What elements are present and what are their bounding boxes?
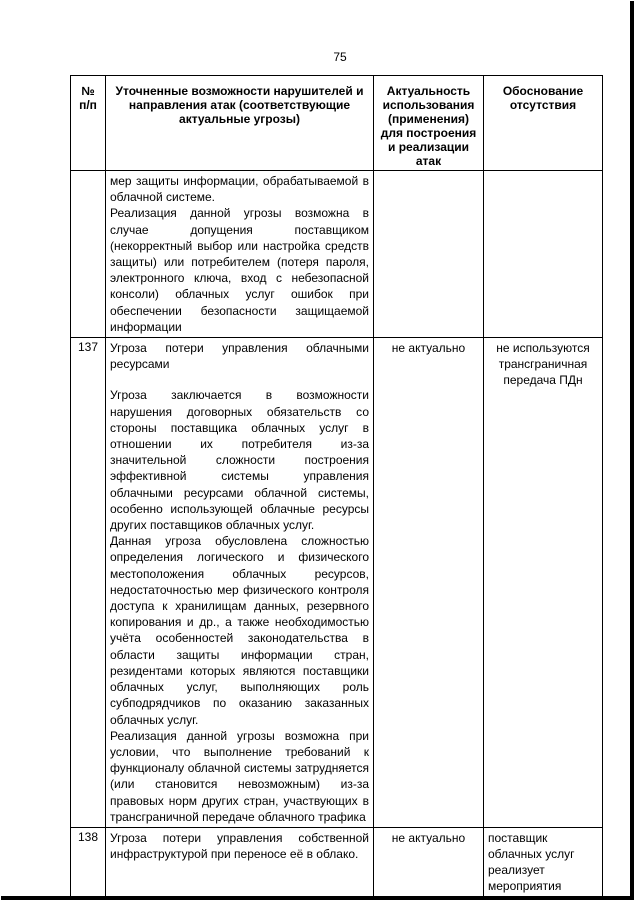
row-num: 138 [71, 827, 106, 896]
threats-table [70, 75, 603, 897]
row-justification: не используются трансграничная передача ПДн [484, 338, 603, 828]
table-header-row [71, 76, 603, 171]
row-justification: поставщик облачных услуг реализует мероприятия [484, 827, 603, 896]
desc-paragraph: Данная угроза обусловлена сложностью определения логического и физического местоположения облачных ресурсов, недостаточностью мер физического контроля доступа к хранилищам данных, резервного копирования и др., а также необходимостью учёта особенностей законодательства в области защиты информации стран, резидентами которых являются поставщики облачных услуг, выполняющих роль субподрядчиков по оказанию заказанных облачных услуг. [110, 534, 369, 727]
desc-title: Угроза потери управления собственной инфраструктурой при переносе её в облако. [110, 830, 369, 862]
header-num: № п/п [71, 76, 106, 171]
desc-title: Угроза потери управления облачными ресурсами [110, 341, 369, 372]
table-row [71, 827, 603, 896]
page-number: 75 [333, 50, 347, 64]
row-actuality [374, 171, 484, 338]
row-desc [106, 338, 374, 828]
desc-paragraph: мер защиты информации, обрабатываемой в облачной системе. [110, 174, 369, 205]
header-just: Обоснование отсутствия [484, 76, 603, 171]
header-desc: Уточненные возможности нарушителей и направления атак (соответствующие актуальные угрозы) [106, 76, 374, 171]
row-desc [106, 171, 374, 338]
row-justification [484, 171, 603, 338]
table-row [71, 338, 603, 828]
desc-paragraph: Угроза заключается в возможности нарушения договорных обязательств со стороны поставщика облачных услуг в отношении их потребителя из-за значительной сложности построения эффективной системы управления облачными ресурсами облачной системы, особенно использующей облачные ресурсы других поставщиков облачных услуг. [110, 388, 369, 533]
row-num: 137 [71, 338, 106, 828]
row-num [71, 171, 106, 338]
desc-paragraph: Реализация данной угрозы возможна при условии, что выполнение требований к функционалу облачной системы затрудняется (или становится невозможным) из-за правовых норм других стран, участвующих в трансграничной передаче облачного трафика [110, 728, 369, 824]
header-act: Актуальность использования (применения) для построения и реализации атак [374, 76, 484, 171]
desc-paragraph: Реализация данной угрозы возможна в случае допущения поставщиком (некорректный выбор или настройка средств защиты) или потребителем (потеря пароля, электронного ключа, вход с небезопасной консоли) облачных услуг ошибок при обеспечении безопасности защищаемой информации [110, 206, 369, 334]
row-actuality: не актуально [374, 338, 484, 828]
table-row [71, 171, 603, 338]
row-desc [106, 827, 374, 896]
row-actuality: не актуально [374, 827, 484, 896]
